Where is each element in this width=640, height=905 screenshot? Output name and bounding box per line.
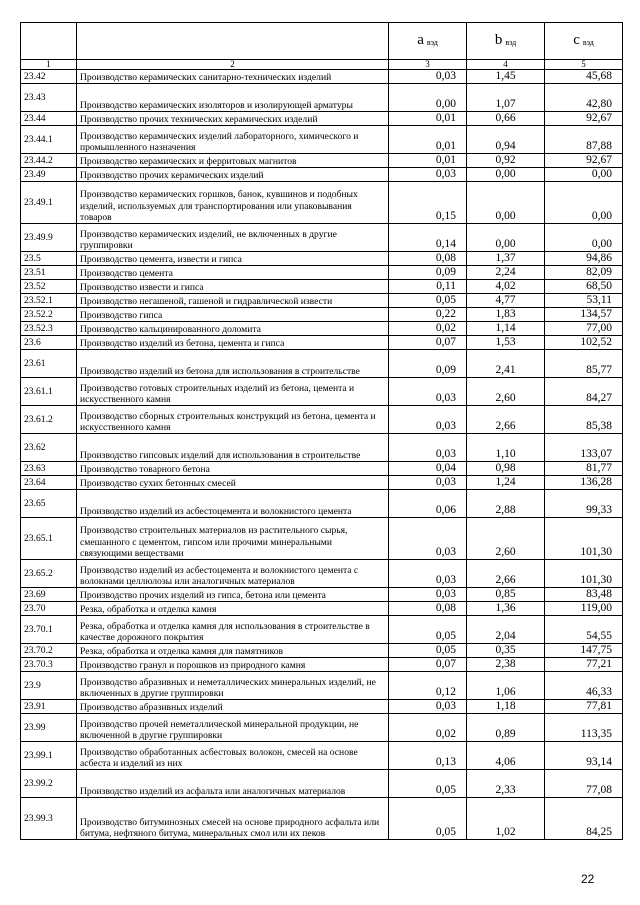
- row-code: 23.44.1: [21, 126, 77, 154]
- row-b-value: 4,02: [467, 280, 545, 294]
- row-c-value: 53,11: [545, 294, 623, 308]
- row-code: 23.99.2: [21, 770, 77, 798]
- row-a-value: 0,14: [389, 224, 467, 252]
- row-name: Производство прочих технических керамических изделий: [77, 112, 389, 126]
- row-a-value: 0,03: [389, 476, 467, 490]
- row-name: Производство готовых строительных изделий из бетона, цемента и искусственного камня: [77, 378, 389, 406]
- row-b-value: 0,92: [467, 154, 545, 168]
- row-code: 23.70.3: [21, 658, 77, 672]
- column-number: 1: [21, 60, 77, 70]
- row-a-value: 0,02: [389, 714, 467, 742]
- table-row: [21, 798, 623, 840]
- row-b-value: 1,06: [467, 672, 545, 700]
- row-code: 23.44: [21, 112, 77, 126]
- table-row: [21, 406, 623, 434]
- row-name: Производство керамических изделий лабораторного, химического и промышленного назначения: [77, 126, 389, 154]
- row-name: Производство прочих изделий из гипса, бетона или цемента: [77, 588, 389, 602]
- table-row: [21, 434, 623, 462]
- row-name: Производство гипсовых изделий для использования в строительстве: [77, 434, 389, 462]
- row-b-value: 2,60: [467, 518, 545, 560]
- table-row: [21, 770, 623, 798]
- header-a: [389, 23, 467, 60]
- row-c-value: 133,07: [545, 434, 623, 462]
- row-a-value: 0,03: [389, 588, 467, 602]
- row-b-value: 2,66: [467, 406, 545, 434]
- row-c-value: 93,14: [545, 742, 623, 770]
- row-b-value: 2,33: [467, 770, 545, 798]
- table-row: [21, 658, 623, 672]
- table-row: [21, 294, 623, 308]
- row-code: 23.61: [21, 350, 77, 378]
- row-code: 23.5: [21, 252, 77, 266]
- row-code: 23.42: [21, 70, 77, 84]
- table-row: [21, 336, 623, 350]
- table-row: [21, 742, 623, 770]
- row-name: Производство керамических изоляторов и изолирующей арматуры: [77, 84, 389, 112]
- row-b-value: 2,04: [467, 616, 545, 644]
- row-code: 23.99.1: [21, 742, 77, 770]
- row-code: 23.69: [21, 588, 77, 602]
- table-row: [21, 350, 623, 378]
- row-name: Производство негашеной, гашеной и гидравлической извести: [77, 294, 389, 308]
- row-a-value: 0,01: [389, 154, 467, 168]
- row-a-value: 0,01: [389, 126, 467, 154]
- row-name: Производство гипса: [77, 308, 389, 322]
- column-number: 5: [545, 60, 623, 70]
- row-a-value: 0,11: [389, 280, 467, 294]
- row-a-value: 0,04: [389, 462, 467, 476]
- row-b-value: 2,24: [467, 266, 545, 280]
- row-code: 23.6: [21, 336, 77, 350]
- row-a-value: 0,01: [389, 112, 467, 126]
- row-c-value: 119,00: [545, 602, 623, 616]
- row-b-value: 0,00: [467, 182, 545, 224]
- row-a-value: 0,00: [389, 84, 467, 112]
- row-b-value: 1,45: [467, 70, 545, 84]
- table-row: [21, 462, 623, 476]
- row-a-value: 0,06: [389, 490, 467, 518]
- table-row: [21, 224, 623, 252]
- row-c-value: 0,00: [545, 182, 623, 224]
- row-b-value: 1,36: [467, 602, 545, 616]
- row-c-value: 46,33: [545, 672, 623, 700]
- table-row: [21, 700, 623, 714]
- row-code: 23.63: [21, 462, 77, 476]
- table-row: [21, 308, 623, 322]
- row-code: 23.49.9: [21, 224, 77, 252]
- row-a-value: 0,15: [389, 182, 467, 224]
- row-c-value: 87,88: [545, 126, 623, 154]
- row-b-value: 1,18: [467, 700, 545, 714]
- row-b-value: 0,94: [467, 126, 545, 154]
- row-c-value: 92,67: [545, 112, 623, 126]
- row-a-value: 0,05: [389, 770, 467, 798]
- row-name: Производство сухих бетонных смесей: [77, 476, 389, 490]
- row-name: Резка, обработка и отделка камня: [77, 602, 389, 616]
- header-b-subscript: вэд: [505, 37, 517, 47]
- row-a-value: 0,03: [389, 434, 467, 462]
- table-row: [21, 182, 623, 224]
- row-code: 23.65: [21, 490, 77, 518]
- table-row: [21, 378, 623, 406]
- row-b-value: 1,02: [467, 798, 545, 840]
- row-code: 23.52: [21, 280, 77, 294]
- table-row: [21, 588, 623, 602]
- row-c-value: 85,38: [545, 406, 623, 434]
- row-c-value: 77,08: [545, 770, 623, 798]
- row-a-value: 0,13: [389, 742, 467, 770]
- row-name: Производство изделий из асфальта или аналогичных материалов: [77, 770, 389, 798]
- row-code: 23.51: [21, 266, 77, 280]
- row-c-value: 77,21: [545, 658, 623, 672]
- row-name: Производство абразивных и неметаллических минеральных изделий, не включенных в другие группировки: [77, 672, 389, 700]
- row-code: 23.91: [21, 700, 77, 714]
- table-row: [21, 266, 623, 280]
- row-name: Производство изделий из бетона, цемента и гипса: [77, 336, 389, 350]
- row-c-value: 83,48: [545, 588, 623, 602]
- row-b-value: 0,98: [467, 462, 545, 476]
- row-code: 23.43: [21, 84, 77, 112]
- table-row: [21, 714, 623, 742]
- row-b-value: 2,88: [467, 490, 545, 518]
- row-code: 23.65.1: [21, 518, 77, 560]
- row-c-value: 101,30: [545, 518, 623, 560]
- row-a-value: 0,09: [389, 350, 467, 378]
- row-a-value: 0,03: [389, 406, 467, 434]
- header-empty-code: [21, 23, 77, 60]
- row-c-value: 85,77: [545, 350, 623, 378]
- row-code: 23.99.3: [21, 798, 77, 840]
- row-a-value: 0,05: [389, 644, 467, 658]
- row-code: 23.70.2: [21, 644, 77, 658]
- row-c-value: 101,30: [545, 560, 623, 588]
- header-b-letter: b: [494, 31, 503, 48]
- coefficients-table: [20, 22, 623, 840]
- row-a-value: 0,08: [389, 252, 467, 266]
- row-b-value: 0,00: [467, 168, 545, 182]
- row-a-value: 0,08: [389, 602, 467, 616]
- page-number: 22: [581, 872, 595, 886]
- header-a-subscript: вэд: [426, 37, 438, 47]
- row-name: Производство изделий из асбестоцемента и волокнистого цемента: [77, 490, 389, 518]
- row-c-value: 68,50: [545, 280, 623, 294]
- row-c-value: 92,67: [545, 154, 623, 168]
- row-c-value: 77,81: [545, 700, 623, 714]
- row-name: Производство товарного бетона: [77, 462, 389, 476]
- row-code: 23.99: [21, 714, 77, 742]
- row-a-value: 0,03: [389, 168, 467, 182]
- row-name: Производство цемента, извести и гипса: [77, 252, 389, 266]
- row-a-value: 0,09: [389, 266, 467, 280]
- row-code: 23.65.2: [21, 560, 77, 588]
- row-code: 23.9: [21, 672, 77, 700]
- row-b-value: 1,37: [467, 252, 545, 266]
- row-name: Производство изделий из бетона для использования в строительстве: [77, 350, 389, 378]
- row-c-value: 134,57: [545, 308, 623, 322]
- column-number: 2: [77, 60, 389, 70]
- row-c-value: 45,68: [545, 70, 623, 84]
- row-name: Производство прочих керамических изделий: [77, 168, 389, 182]
- table-header-row: [21, 23, 623, 60]
- row-code: 23.64: [21, 476, 77, 490]
- row-code: 23.52.3: [21, 322, 77, 336]
- row-name: Производство битуминозных смесей на основе природного асфальта или битума, нефтяного битума, минеральных смол или их пеков: [77, 798, 389, 840]
- table-row: [21, 672, 623, 700]
- table-row: [21, 322, 623, 336]
- row-c-value: 113,35: [545, 714, 623, 742]
- row-b-value: 0,66: [467, 112, 545, 126]
- row-b-value: 2,41: [467, 350, 545, 378]
- row-b-value: 1,07: [467, 84, 545, 112]
- table-row: [21, 84, 623, 112]
- row-c-value: 94,86: [545, 252, 623, 266]
- row-code: 23.61.1: [21, 378, 77, 406]
- row-c-value: 84,27: [545, 378, 623, 406]
- row-c-value: 0,00: [545, 168, 623, 182]
- row-b-value: 0,35: [467, 644, 545, 658]
- table-row: [21, 644, 623, 658]
- row-name: Производство изделий из асбестоцемента и волокнистого цемента с волокнами целлюлозы или аналогичных материалов: [77, 560, 389, 588]
- column-number-row: [21, 60, 623, 70]
- column-number: 3: [389, 60, 467, 70]
- row-name: Производство абразивных изделий: [77, 700, 389, 714]
- row-name: Производство гранул и порошков из природного камня: [77, 658, 389, 672]
- table-row: [21, 112, 623, 126]
- row-b-value: 0,89: [467, 714, 545, 742]
- header-c: [545, 23, 623, 60]
- row-b-value: 1,10: [467, 434, 545, 462]
- table-row: [21, 476, 623, 490]
- row-c-value: 54,55: [545, 616, 623, 644]
- row-a-value: 0,05: [389, 798, 467, 840]
- row-c-value: 102,52: [545, 336, 623, 350]
- table-row: [21, 252, 623, 266]
- row-name: Производство обработанных асбестовых волокон, смесей на основе асбеста и изделий из них: [77, 742, 389, 770]
- row-b-value: 0,85: [467, 588, 545, 602]
- row-a-value: 0,03: [389, 70, 467, 84]
- table-row: [21, 280, 623, 294]
- row-a-value: 0,07: [389, 336, 467, 350]
- row-code: 23.70.1: [21, 616, 77, 644]
- table-row: [21, 70, 623, 84]
- header-c-subscript: вэд: [582, 37, 594, 47]
- row-a-value: 0,03: [389, 560, 467, 588]
- row-name: Производство прочей неметаллической минеральной продукции, не включенной в другие группировки: [77, 714, 389, 742]
- row-code: 23.52.1: [21, 294, 77, 308]
- row-a-value: 0,03: [389, 700, 467, 714]
- row-c-value: 82,09: [545, 266, 623, 280]
- row-code: 23.49: [21, 168, 77, 182]
- row-c-value: 84,25: [545, 798, 623, 840]
- row-c-value: 0,00: [545, 224, 623, 252]
- row-name: Производство кальцинированного доломита: [77, 322, 389, 336]
- row-b-value: 1,53: [467, 336, 545, 350]
- row-b-value: 1,83: [467, 308, 545, 322]
- row-name: Производство извести и гипса: [77, 280, 389, 294]
- row-b-value: 4,06: [467, 742, 545, 770]
- header-a-letter: a: [417, 31, 424, 48]
- row-c-value: 147,75: [545, 644, 623, 658]
- row-name: Производство цемента: [77, 266, 389, 280]
- row-code: 23.49.1: [21, 182, 77, 224]
- row-a-value: 0,02: [389, 322, 467, 336]
- row-code: 23.44.2: [21, 154, 77, 168]
- row-b-value: 2,38: [467, 658, 545, 672]
- row-c-value: 42,80: [545, 84, 623, 112]
- row-c-value: 99,33: [545, 490, 623, 518]
- row-code: 23.61.2: [21, 406, 77, 434]
- row-name: Производство керамических санитарно-технических изделий: [77, 70, 389, 84]
- row-a-value: 0,22: [389, 308, 467, 322]
- row-name: Производство сборных строительных конструкций из бетона, цемента и искусственного камня: [77, 406, 389, 434]
- table-row: [21, 560, 623, 588]
- row-name: Производство строительных материалов из растительного сырья, смешанного с цементом, гипсом или прочими минеральными связующими веществами: [77, 518, 389, 560]
- row-b-value: 0,00: [467, 224, 545, 252]
- row-b-value: 2,60: [467, 378, 545, 406]
- row-code: 23.52.2: [21, 308, 77, 322]
- row-c-value: 81,77: [545, 462, 623, 476]
- row-a-value: 0,05: [389, 294, 467, 308]
- table-row: [21, 616, 623, 644]
- row-a-value: 0,05: [389, 616, 467, 644]
- row-code: 23.62: [21, 434, 77, 462]
- header-empty-name: [77, 23, 389, 60]
- row-a-value: 0,03: [389, 518, 467, 560]
- row-b-value: 1,24: [467, 476, 545, 490]
- header-c-letter: c: [573, 31, 580, 48]
- row-b-value: 1,14: [467, 322, 545, 336]
- row-a-value: 0,03: [389, 378, 467, 406]
- table-row: [21, 126, 623, 154]
- table-row: [21, 168, 623, 182]
- column-number: 4: [467, 60, 545, 70]
- row-c-value: 77,00: [545, 322, 623, 336]
- row-name: Резка, обработка и отделка камня для использования в строительстве в качестве дорожного покрытия: [77, 616, 389, 644]
- row-a-value: 0,07: [389, 658, 467, 672]
- row-b-value: 2,66: [467, 560, 545, 588]
- table-row: [21, 602, 623, 616]
- header-b: [467, 23, 545, 60]
- row-code: 23.70: [21, 602, 77, 616]
- row-b-value: 4,77: [467, 294, 545, 308]
- row-a-value: 0,12: [389, 672, 467, 700]
- table-row: [21, 490, 623, 518]
- table-row: [21, 154, 623, 168]
- row-name: Производство керамических изделий, не включенных в другие группировки: [77, 224, 389, 252]
- row-name: Резка, обработка и отделка камня для памятников: [77, 644, 389, 658]
- table-row: [21, 518, 623, 560]
- row-name: Производство керамических и ферритовых магнитов: [77, 154, 389, 168]
- row-c-value: 136,28: [545, 476, 623, 490]
- row-name: Производство керамических горшков, банок, кувшинов и подобных изделий, используемых для транспортирования или упаковывания товаров: [77, 182, 389, 224]
